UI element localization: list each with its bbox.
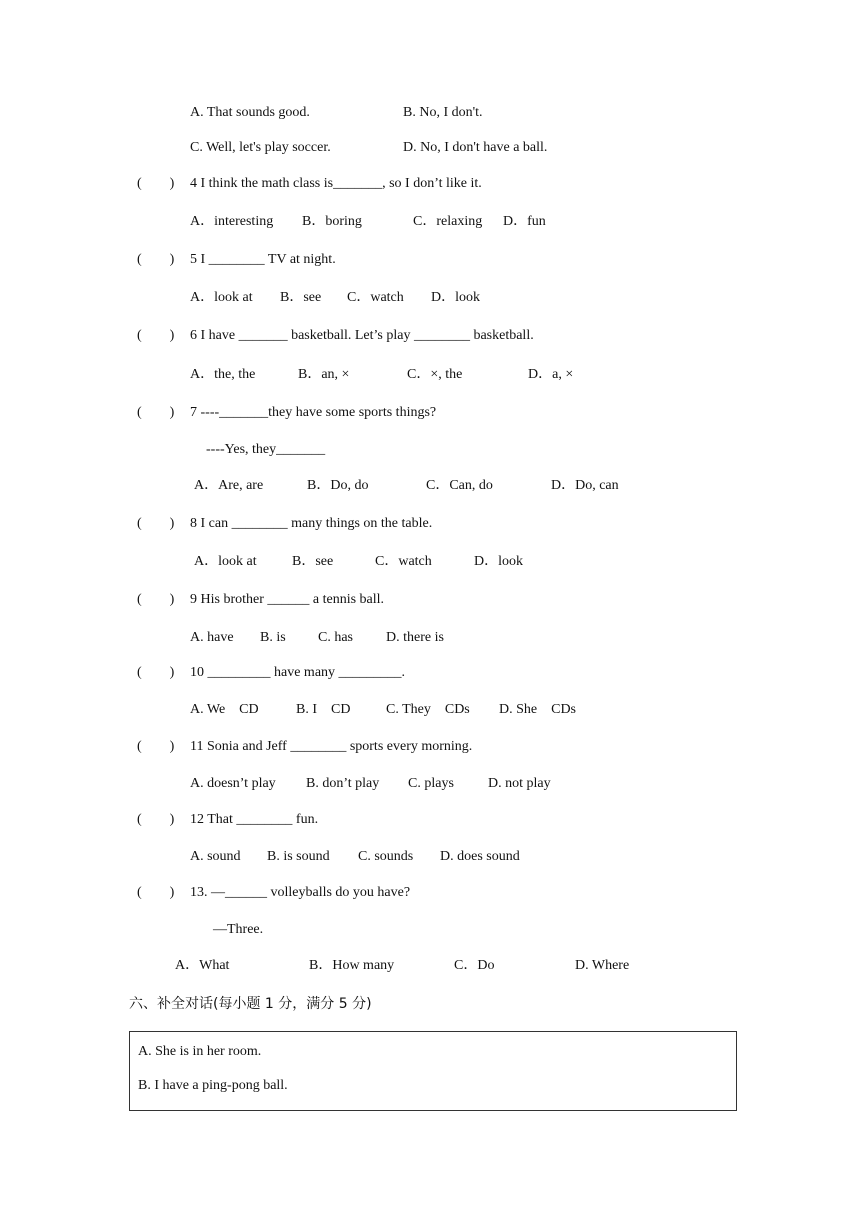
option-d: D. not play [488, 776, 551, 791]
question-stem: 7 ----_______they have some sports things? [190, 405, 437, 420]
option-c: C. has [318, 630, 353, 645]
answer-line: ----Yes, they_______ [206, 442, 326, 457]
option-c: C．watch [347, 290, 404, 305]
q3-option-b: B. No, I don't. [403, 105, 483, 120]
option-a: A. We CD [190, 702, 259, 717]
answer-bracket[interactable]: ( ) [137, 328, 175, 343]
question-stem: 8 I can ________ many things on the table. [190, 516, 433, 531]
option-a: A．look at [190, 290, 253, 305]
answer-bracket[interactable]: ( ) [137, 665, 175, 680]
options-box [129, 1031, 737, 1111]
question-stem: 5 I ________ TV at night. [190, 252, 336, 267]
option-c: C．×, the [407, 367, 463, 382]
answer-bracket[interactable]: ( ) [137, 176, 175, 191]
option-d: D. does sound [440, 849, 520, 864]
question-stem: 4 I think the math class is_______, so I don’t like it. [190, 176, 482, 191]
option-b: B. is [260, 630, 286, 645]
answer-bracket[interactable]: ( ) [137, 252, 175, 267]
question-stem: 11 Sonia and Jeff ________ sports every morning. [190, 739, 473, 754]
option-d: D．look [474, 554, 523, 569]
option-c: C. sounds [358, 849, 414, 864]
question-stem: 9 His brother ______ a tennis ball. [190, 592, 385, 607]
answer-bracket[interactable]: ( ) [137, 812, 175, 827]
option-b: B．see [280, 290, 322, 305]
option-c: C．Do [454, 958, 495, 973]
box-option-b: B. I have a ping-pong ball. [138, 1078, 288, 1093]
option-c: C. They CDs [386, 702, 470, 717]
option-b: B. is sound [267, 849, 330, 864]
answer-bracket[interactable]: ( ) [137, 592, 175, 607]
q3-option-d: D. No, I don't have a ball. [403, 140, 548, 155]
answer-line: —Three. [213, 922, 264, 937]
q3-option-c: C. Well, let's play soccer. [190, 140, 331, 155]
box-option-a: A. She is in her room. [138, 1044, 262, 1059]
option-b: B．an, × [298, 367, 350, 382]
option-a: A．interesting [190, 214, 274, 229]
option-b: B. I CD [296, 702, 351, 717]
option-c: C．Can, do [426, 478, 493, 493]
option-b: B．boring [302, 214, 362, 229]
option-c: C. plays [408, 776, 454, 791]
question-stem: 12 That ________ fun. [190, 812, 319, 827]
option-d: D. there is [386, 630, 444, 645]
question-stem: 13. —______ volleyballs do you have? [190, 885, 411, 900]
option-b: B．How many [309, 958, 395, 973]
q3-option-a: A. That sounds good. [190, 105, 310, 120]
option-d: D．a, × [528, 367, 574, 382]
option-d: D. Where [575, 958, 630, 973]
answer-bracket[interactable]: ( ) [137, 739, 175, 754]
question-stem: 10 _________ have many _________. [190, 665, 406, 680]
option-b: B．see [292, 554, 334, 569]
option-c: C．relaxing [413, 214, 483, 229]
option-b: B. don’t play [306, 776, 380, 791]
option-b: B．Do, do [307, 478, 369, 493]
option-a: A. have [190, 630, 234, 645]
option-d: D．Do, can [551, 478, 619, 493]
option-c: C．watch [375, 554, 432, 569]
option-d: D．fun [503, 214, 546, 229]
answer-bracket[interactable]: ( ) [137, 516, 175, 531]
answer-bracket[interactable]: ( ) [137, 885, 175, 900]
section-heading: 六、补全对话(每小题 1 分，满分 5 分) [129, 996, 372, 1012]
option-a: A．the, the [190, 367, 256, 382]
option-d: D. She CDs [499, 702, 577, 717]
option-a: A．What [175, 958, 230, 973]
option-a: A. sound [190, 849, 241, 864]
question-stem: 6 I have _______ basketball. Let’s play ________ basketball. [190, 328, 534, 343]
option-a: A. doesn’t play [190, 776, 276, 791]
option-a: A．look at [194, 554, 257, 569]
answer-bracket[interactable]: ( ) [137, 405, 175, 420]
option-d: D．look [431, 290, 480, 305]
option-a: A．Are, are [194, 478, 264, 493]
